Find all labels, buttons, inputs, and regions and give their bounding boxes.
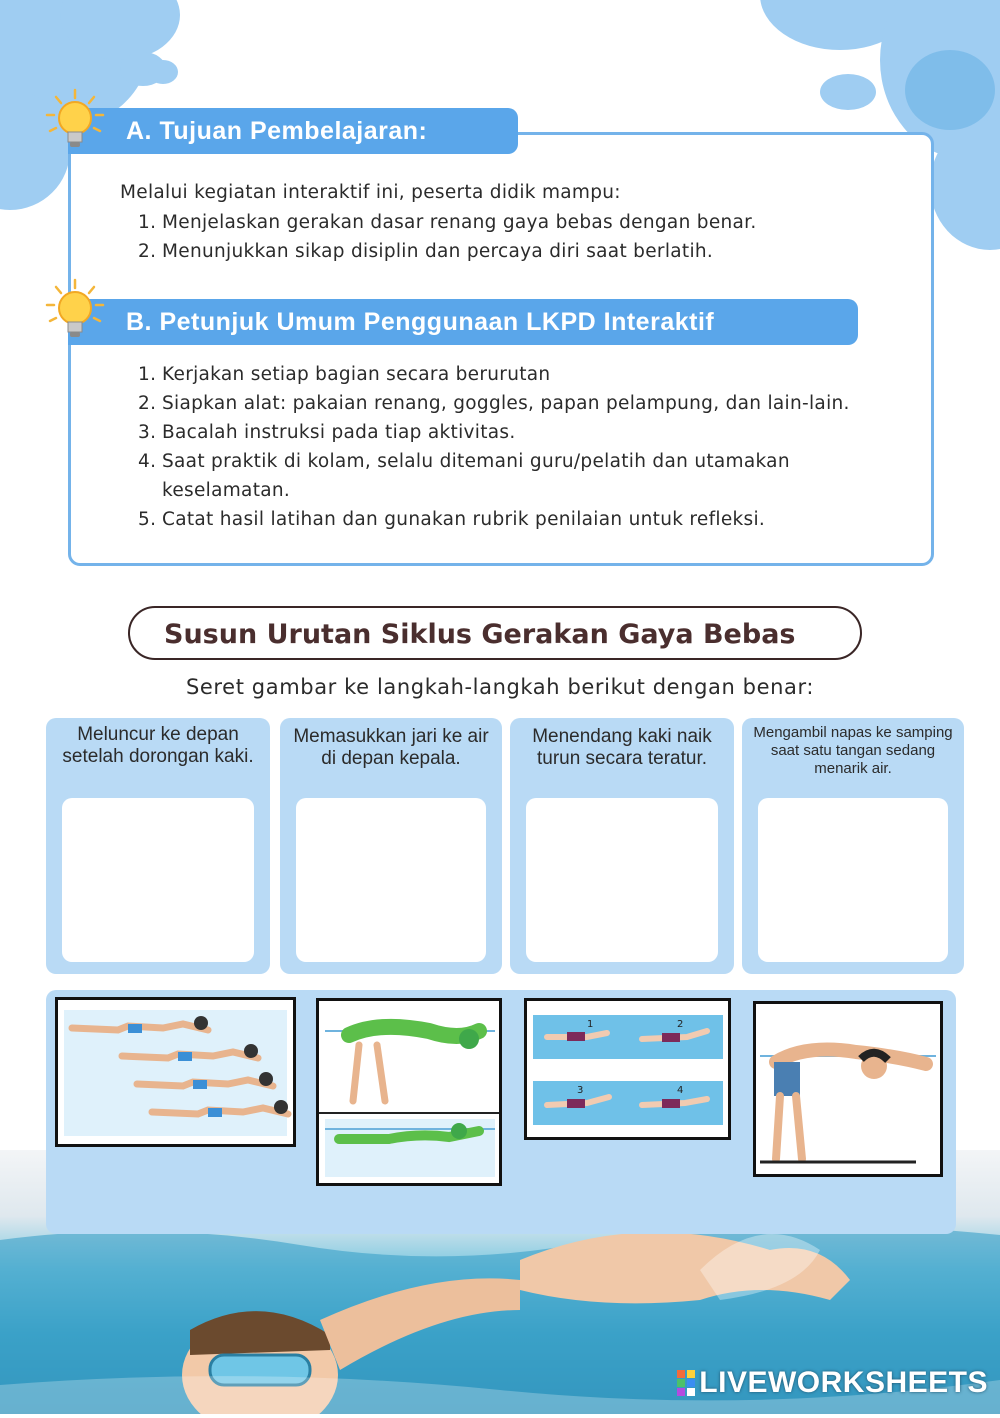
- drop-zone-2[interactable]: [296, 798, 486, 962]
- list-item: 1. Menjelaskan gerakan dasar renang gaya bebas dengan benar.: [138, 212, 757, 233]
- lightbulb-icon: [44, 88, 106, 158]
- logo-icon: [677, 1370, 695, 1396]
- breathing-pose-image: [756, 1004, 940, 1174]
- draggable-image-kick[interactable]: [524, 998, 731, 1140]
- drop-zone-3[interactable]: [526, 798, 718, 962]
- step-label: Menendang kaki naik turun secara teratur.: [532, 726, 712, 769]
- drop-zone-4[interactable]: [758, 798, 948, 962]
- step-label: Memasukkan jari ke air di depan kepala.: [293, 726, 489, 769]
- kick-number-1: 1: [587, 1019, 594, 1030]
- kick-number-3: 3: [577, 1085, 584, 1096]
- section-a-header: [68, 108, 518, 154]
- draggable-image-gliding[interactable]: [55, 997, 296, 1147]
- draggable-image-breathing[interactable]: [753, 1001, 943, 1177]
- liveworksheets-logo: LIVEWORKSHEETS: [677, 1366, 988, 1400]
- step-card-1: [46, 718, 270, 974]
- guidelines-list: [138, 360, 918, 534]
- kick-sequence-image: [527, 1001, 728, 1137]
- list-item: 4. Saat praktik di kolam, selalu ditemani guru/pelatih dan utamakan keselamatan.: [138, 451, 790, 501]
- step-card-2: [280, 718, 502, 974]
- kick-number-4: 4: [677, 1085, 684, 1096]
- lightbulb-icon: [44, 278, 106, 348]
- hand-entry-image: [319, 1001, 499, 1183]
- draggable-image-entry[interactable]: [316, 998, 502, 1186]
- list-item: 5. Catat hasil latihan dan gunakan rubrik penilaian untuk refleksi.: [138, 509, 766, 530]
- list-item: 2. Menunjukkan sikap disiplin dan percaya diri saat berlatih.: [138, 241, 714, 262]
- section-a-intro: Melalui kegiatan interaktif ini, peserta didik mampu:: [120, 182, 621, 203]
- section-b-header: [68, 299, 858, 345]
- activity-title: Susun Urutan Siklus Gerakan Gaya Bebas: [128, 606, 862, 660]
- list-item: 1. Kerjakan setiap bagian secara berurutan: [138, 364, 551, 385]
- objectives-list: [138, 208, 757, 266]
- step-card-3: [510, 718, 734, 974]
- section-b-title: B. Petunjuk Umum Penggunaan LKPD Interaktif: [126, 308, 715, 336]
- kick-number-2: 2: [677, 1019, 684, 1030]
- step-label: Mengambil napas ke samping saat satu tangan sedang menarik air.: [753, 724, 953, 777]
- step-label: Meluncur ke depan setelah dorongan kaki.: [62, 724, 254, 767]
- activity-instruction: Seret gambar ke langkah-langkah berikut dengan benar:: [185, 675, 815, 699]
- list-item: 2. Siapkan alat: pakaian renang, goggles, papan pelampung, dan lain-lain.: [138, 393, 850, 414]
- step-card-4: [742, 718, 964, 974]
- gliding-swimmers-image: [58, 1000, 293, 1144]
- section-a-title: A. Tujuan Pembelajaran:: [126, 117, 428, 145]
- drop-zone-1[interactable]: [62, 798, 254, 962]
- list-item: 3. Bacalah instruksi pada tiap aktivitas.: [138, 422, 516, 443]
